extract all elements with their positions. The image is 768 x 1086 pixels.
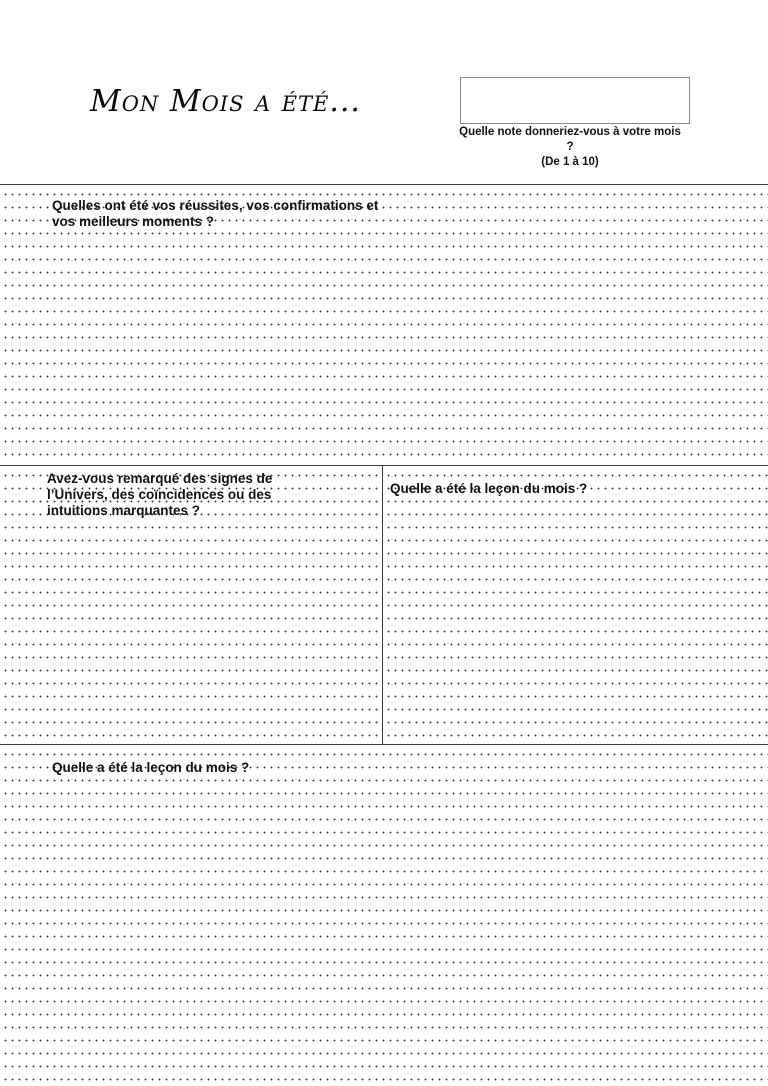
page-title: Mon Mois a été... [90,84,361,119]
lesson-question-bottom: Quelle a été la leçon du mois ? [52,760,250,775]
signs-question: Avez-vous remarqué des signes de l’Univers, des coïncidences ou des intuitions marquantes ? [47,471,273,518]
rating-range: (De 1 à 10) [541,156,599,168]
achievements-question: Quelles ont été vos réussites, vos confirmations et vos meilleurs moments ? [52,198,379,229]
page-header [0,0,768,184]
lesson-section-right[interactable] [383,465,768,744]
lesson-question-right: Quelle a été la leçon du mois ? [390,481,588,496]
achievements-section[interactable] [0,184,768,465]
lesson-section-bottom[interactable] [0,744,768,1086]
rating-question: Quelle note donneriez-vous à votre mois ? [459,126,681,153]
signs-section[interactable] [0,465,383,744]
rating-input-box[interactable] [460,77,690,124]
